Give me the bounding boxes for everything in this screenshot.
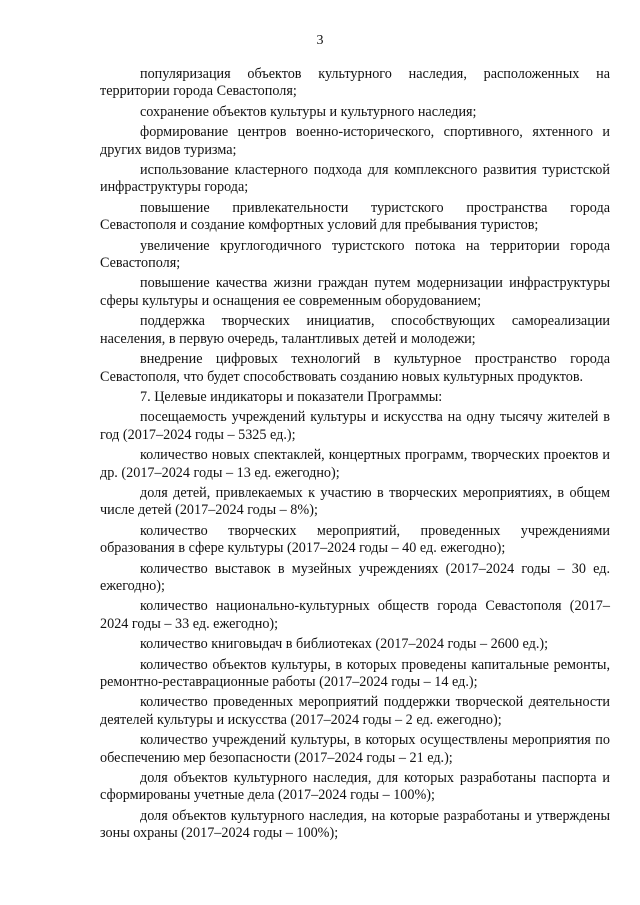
indicator-item: количество книговыдач в библиотеках (2017–2024 годы – 2600 ед.); — [140, 636, 549, 653]
indicator-item: количество новых спектаклей, концертных программ, творческих проектов и др. (2017–2024 годы – 13 ед. ежегодно); — [100, 447, 610, 481]
indicator-item: количество творческих мероприятий, проведенных учреждениями образования в сфере культуры (2017–2024 годы – 40 ед. ежегодно); — [100, 522, 610, 557]
indicator-item: доля детей, привлекаемых к участию в творческих мероприятиях, в общем числе детей (2017–2024 годы – 8%); — [100, 484, 610, 519]
indicator-item: количество учреждений культуры, в которых осуществлены мероприятия по обеспечению мер безопасности (2017–2024 годы – 21 ед.); — [100, 732, 610, 766]
document-body — [100, 66, 610, 846]
paragraph: увеличение круглогодичного туристского потока на территории города Севастополя; — [100, 237, 610, 272]
indicator-item: количество выставок в музейных учреждениях (2017–2024 годы – 30 ед. ежегодно); — [100, 560, 610, 594]
indicator-item: количество проведенных мероприятий поддержки творческой деятельности деятелей культуры и искусства (2017–2024 годы – 2 ед. ежегодно); — [100, 694, 610, 728]
paragraph: формирование центров военно-исторического, спортивного, яхтенного и других видов туризма; — [100, 124, 610, 158]
paragraph: внедрение цифровых технологий в культурное пространство города Севастополя, что будет способствовать созданию новых культурных продуктов. — [100, 351, 610, 385]
paragraph: повышение привлекательности туристского пространства города Севастополя и создание комфортных условий для пребывания туристов; — [100, 199, 610, 234]
indicator-item: количество национально-культурных обществ города Севастополя (2017–2024 годы – 33 ед. ежегодно); — [100, 598, 610, 632]
paragraph: использование кластерного подхода для комплексного развития туристской инфраструктуры города; — [100, 162, 610, 196]
page-number: 3 — [316, 33, 324, 48]
paragraph: повышение качества жизни граждан путем модернизации инфраструктуры сферы культуры и оснащения ее современным оборудованием; — [100, 275, 610, 309]
indicator-item: доля объектов культурного наследия, для которых разработаны паспорта и сформированы учетные дела (2017–2024 годы – 100%); — [100, 770, 610, 804]
indicator-item: количество объектов культуры, в которых проведены капитальные ремонты, ремонтно-реставрационные работы (2017–2024 годы – 14 ед.); — [100, 656, 610, 690]
paragraph: поддержка творческих инициатив, способствующих самореализации населения, в первую очередь, талантливых детей и молодежи; — [100, 313, 610, 347]
paragraph: популяризация объектов культурного наследия, расположенных на территории города Севастополя; — [100, 66, 610, 100]
indicator-item: доля объектов культурного наследия, на которые разработаны и утверждены зоны охраны (2017–2024 годы – 100%); — [100, 807, 610, 842]
indicator-item: посещаемость учреждений культуры и искусства на одну тысячу жителей в год (2017–2024 годы – 5325 ед.); — [100, 409, 610, 443]
paragraph: сохранение объектов культуры и культурного наследия; — [140, 103, 477, 120]
section-heading: 7. Целевые индикаторы и показатели Программы: — [140, 388, 443, 405]
